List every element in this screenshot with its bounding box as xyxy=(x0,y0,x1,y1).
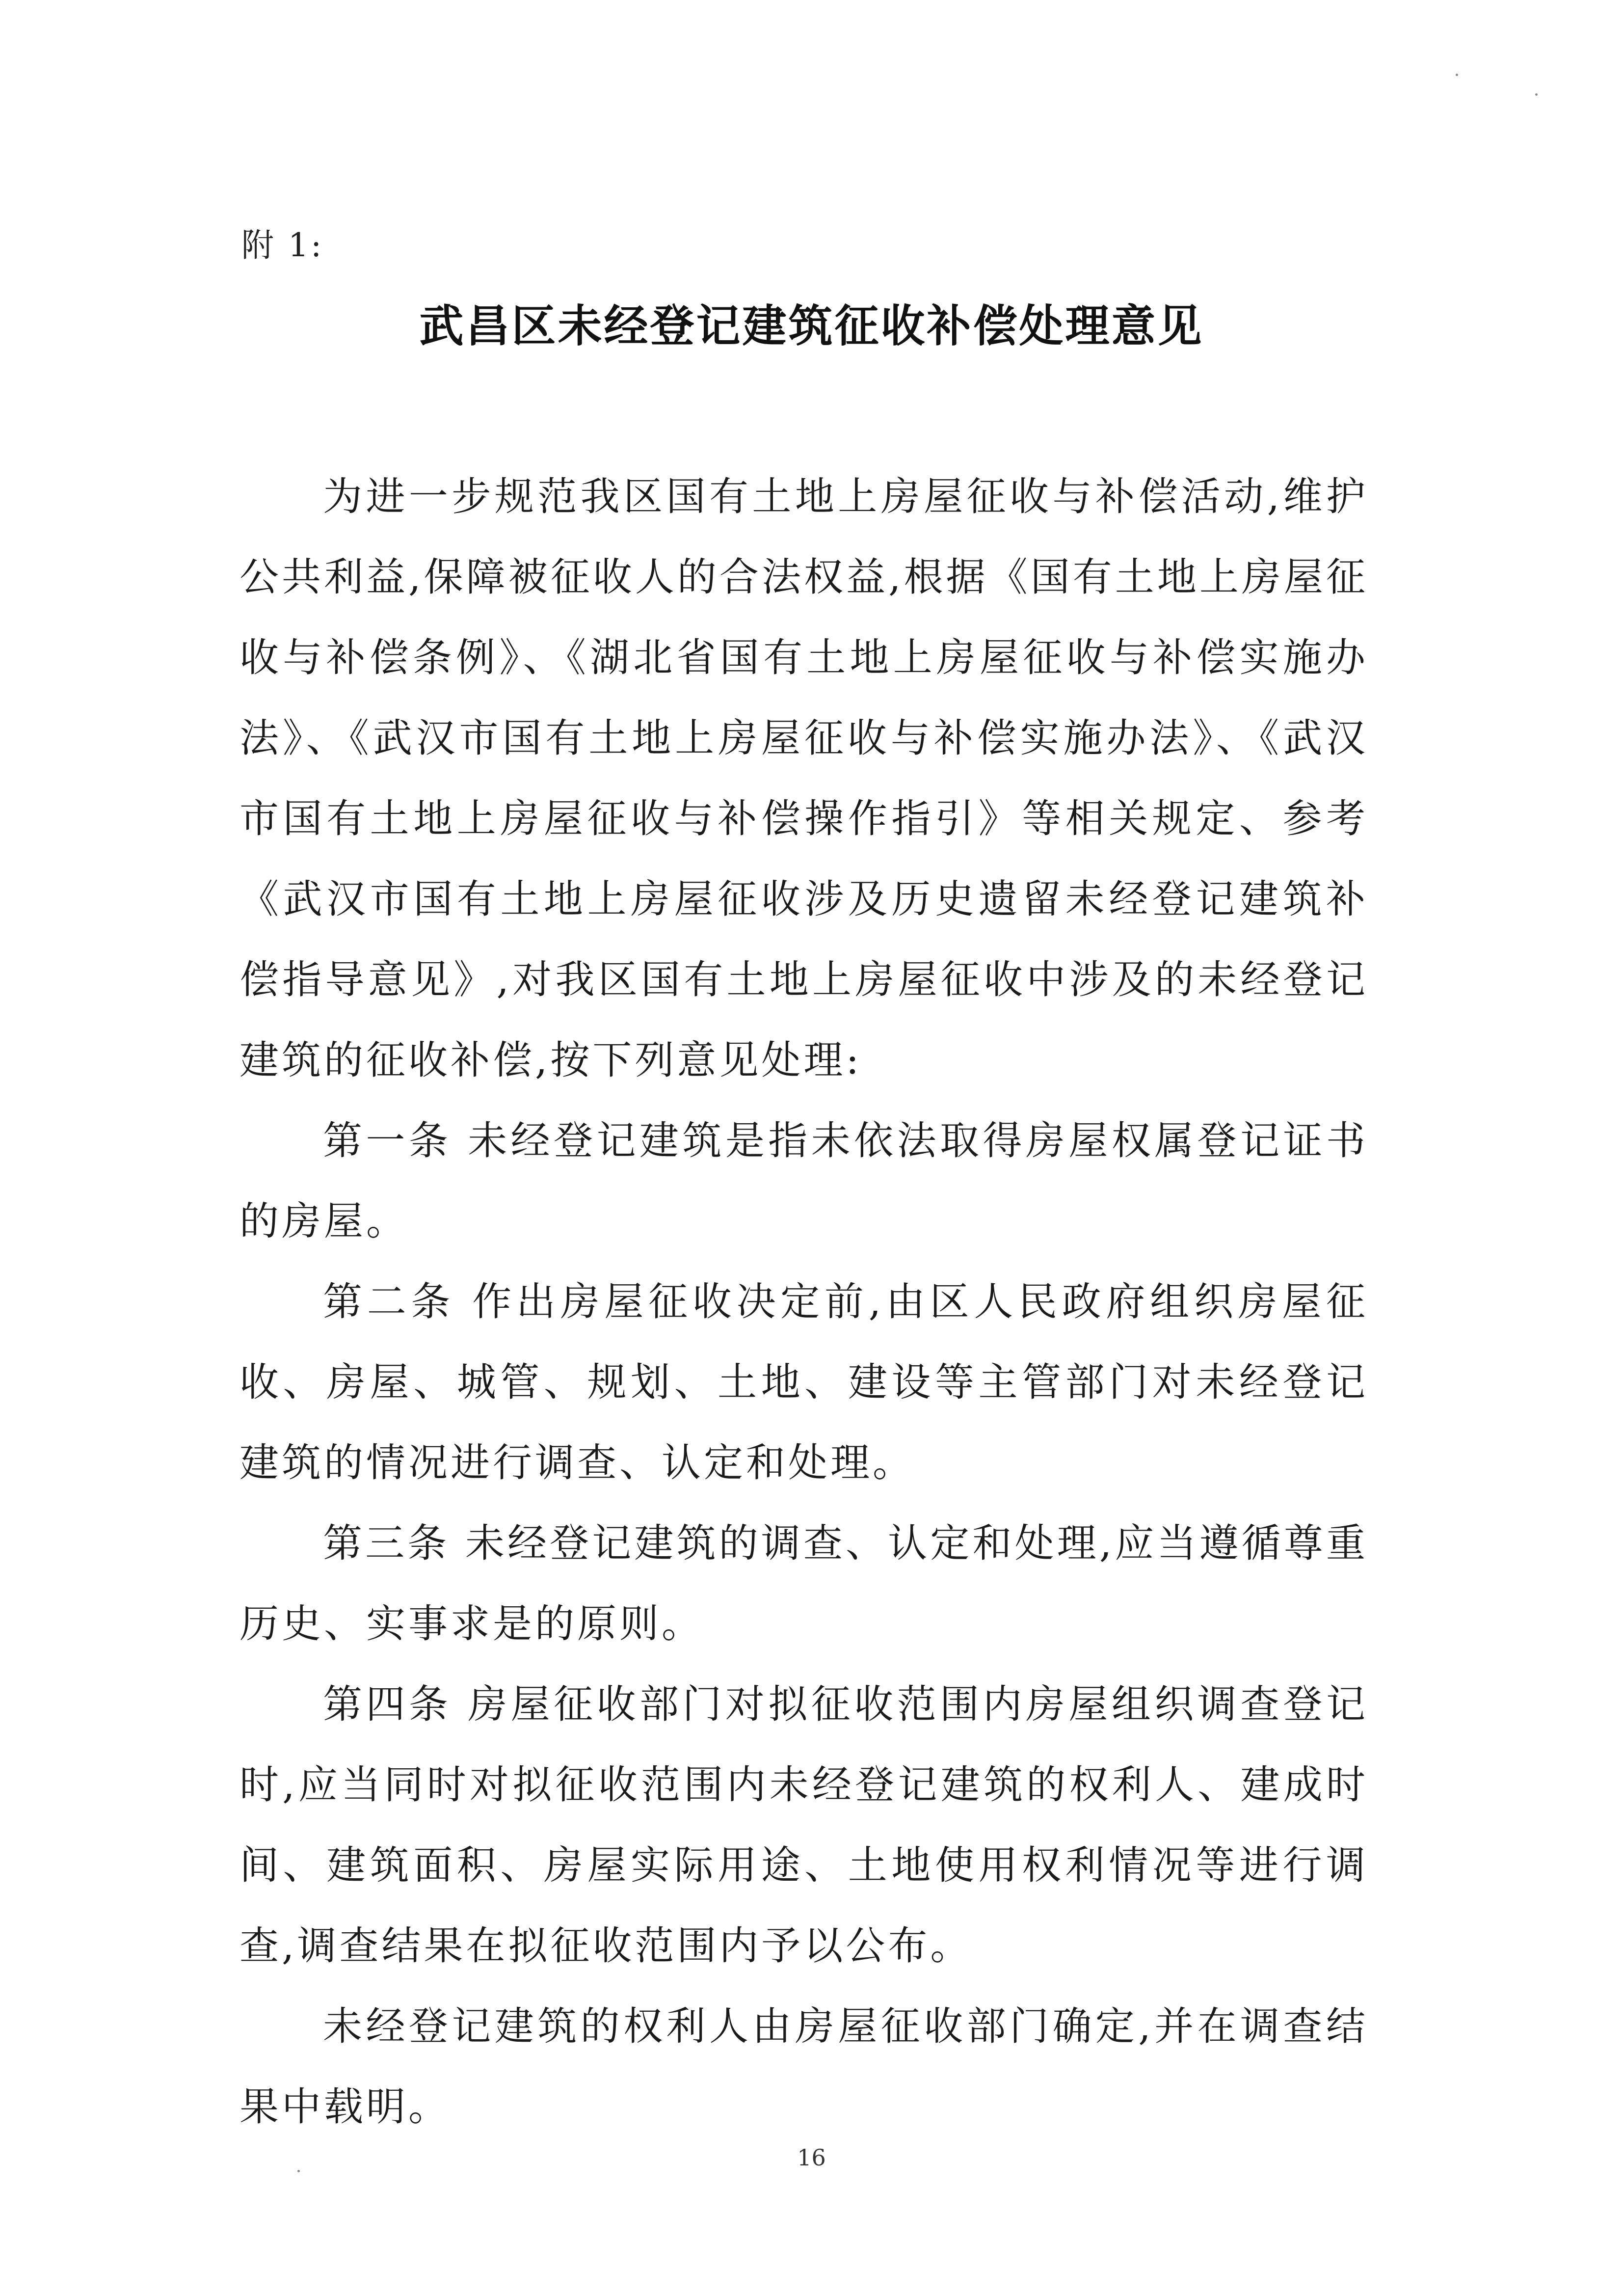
article-2-paragraph: 第二条 作出房屋征收决定前,由区人民政府组织房屋征收、房屋、城管、规划、土地、建设等主管部门对未经登记建筑的情况进行调查、认定和处理。 xyxy=(239,1279,1368,1486)
article-4-supplement-paragraph: 未经登记建筑的权利人由房屋征收部门确定,并在调查结果中载明。 xyxy=(239,2003,1368,2130)
scan-speck xyxy=(1535,93,1538,96)
article-1-paragraph: 第一条 未经登记建筑是指未依法取得房屋权属登记证书的房屋。 xyxy=(239,1118,1368,1244)
document-title: 武昌区未经登记建筑征收补偿处理意见 xyxy=(419,300,1204,352)
article-3-paragraph: 第三条 未经登记建筑的调查、认定和处理,应当遵循尊重历史、实事求是的原则。 xyxy=(239,1520,1368,1647)
page-number: 16 xyxy=(797,2144,826,2171)
article-4-paragraph: 第四条 房屋征收部门对拟征收范围内房屋组织调查登记时,应当同时对拟征收范围内未经登记建筑的权利人、建成时间、建筑面积、房屋实际用途、土地使用权利情况等进行调查,调查结果在拟征收范围内予以公布。 xyxy=(239,1681,1368,1969)
document-body xyxy=(239,457,1368,2147)
scan-speck xyxy=(1456,74,1458,76)
annex-label: 附 1: xyxy=(241,226,324,264)
preamble-paragraph: 为进一步规范我区国有土地上房屋征收与补偿活动,维护公共利益,保障被征收人的合法权益,根据《国有土地上房屋征收与补偿条例》、《湖北省国有土地上房屋征收与补偿实施办法》、《武汉市国有土地上房屋征收与补偿实施办法》、《武汉市国有土地上房屋征收与补偿操作指引》等相关规定、参考《武汉市国有土地上房屋征收涉及历史遗留未经登记建筑补偿指导意见》,对我区国有土地上房屋征收中涉及的未经登记建筑的征收补偿,按下列意见处理: xyxy=(239,474,1368,1083)
